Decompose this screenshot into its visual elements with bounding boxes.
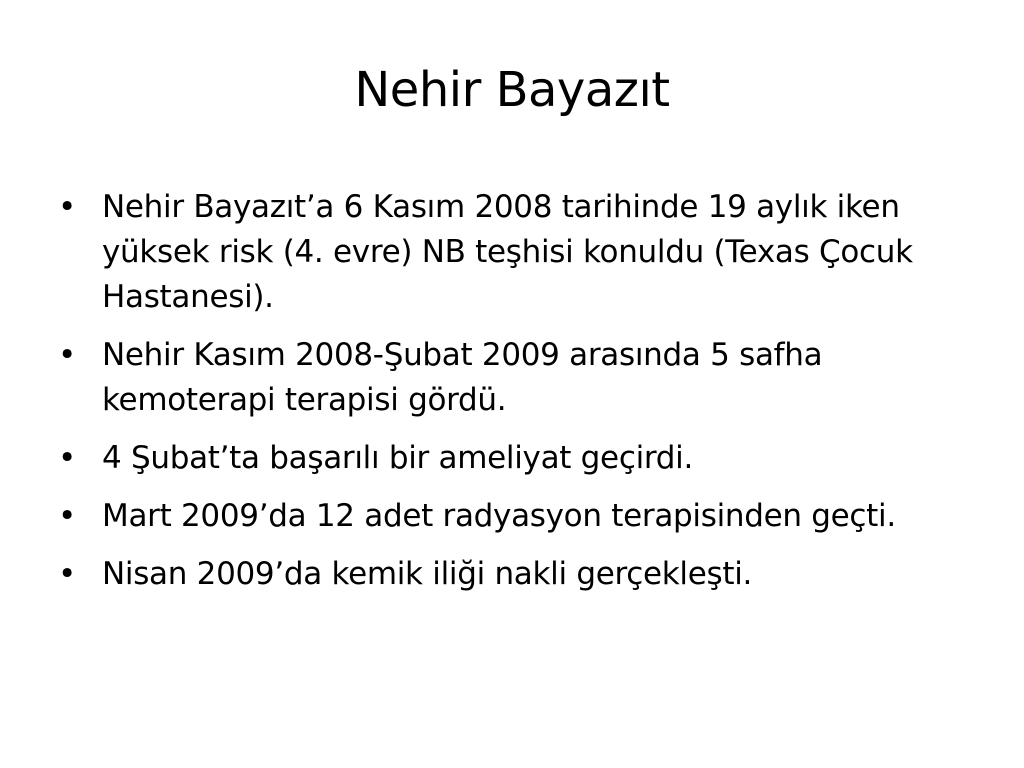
bullet-item <box>58 185 970 320</box>
bullet-item <box>58 494 970 539</box>
bullet-text: Nehir Kasım 2008-Şubat 2009 arasında 5 safha kemoterapi terapisi gördü. <box>102 337 823 418</box>
bullet-text: 4 Şubat’ta başarılı bir ameliyat geçirdi. <box>102 440 694 476</box>
bullet-icon: • <box>58 337 76 373</box>
bullet-item <box>58 436 970 481</box>
bullet-icon: • <box>58 189 76 225</box>
bullet-item <box>58 333 970 423</box>
bullet-text: Mart 2009’da 12 adet radyasyon terapisinden geçti. <box>102 498 896 534</box>
slide-title: Nehir Bayazıt <box>354 62 670 118</box>
bullet-text: Nisan 2009’da kemik iliği nakli gerçekleşti. <box>102 556 753 592</box>
bullet-icon: • <box>58 556 76 592</box>
bullet-list <box>58 185 970 610</box>
bullet-text: Nehir Bayazıt’a 6 Kasım 2008 tarihinde 19 aylık iken yüksek risk (4. evre) NB teşhisi konuldu (Texas Çocuk Hastanesi). <box>102 189 913 315</box>
bullet-item <box>58 552 970 597</box>
bullet-icon: • <box>58 498 76 534</box>
bullet-icon: • <box>58 440 76 476</box>
